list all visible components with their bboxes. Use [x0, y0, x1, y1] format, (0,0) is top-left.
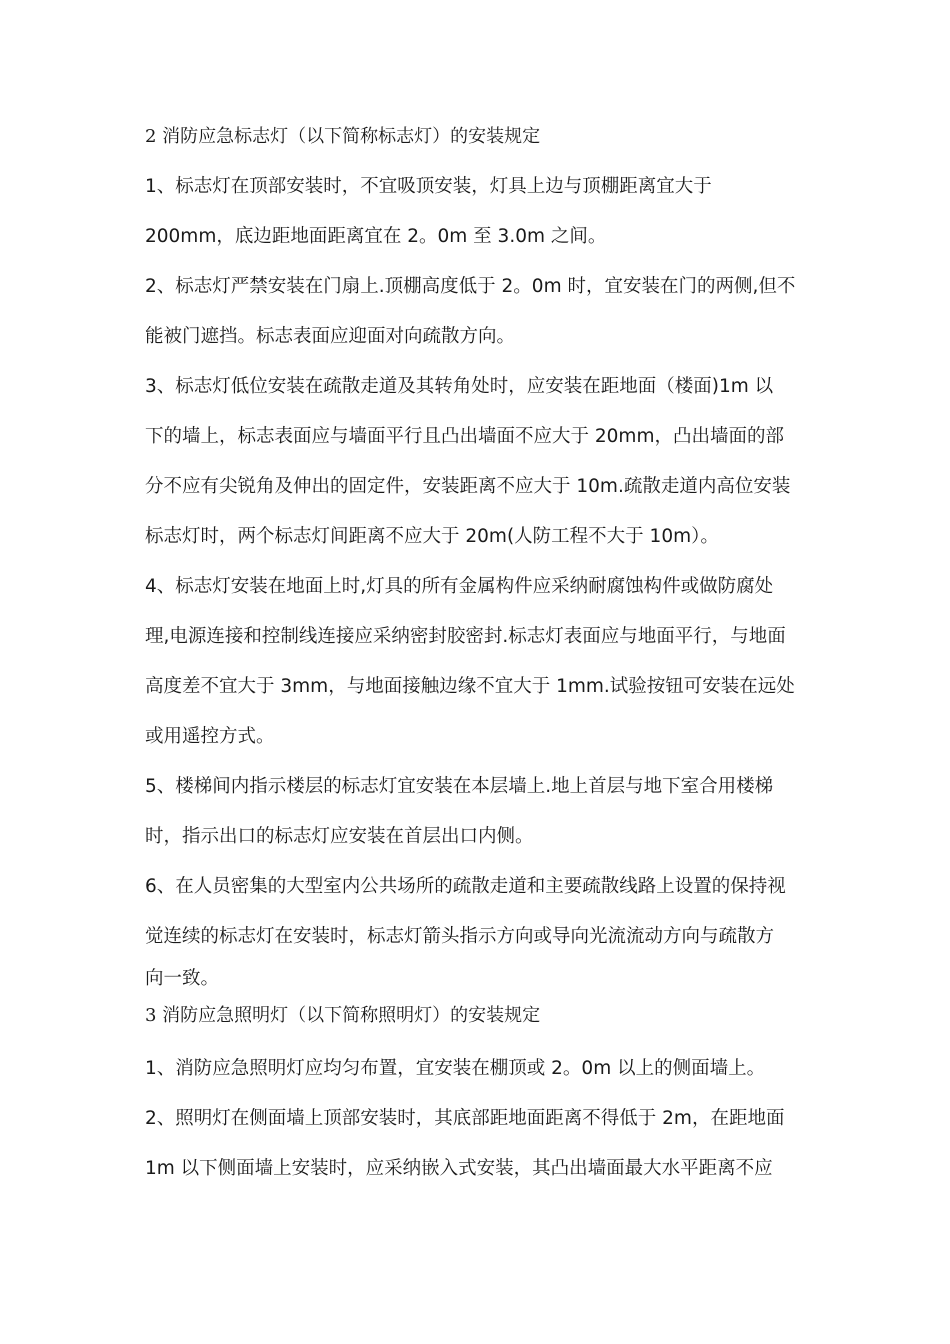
text-line: 下的墙上，标志表面应与墙面平行且凸出墙面不应大于 20mm，凸出墙面的部: [145, 426, 784, 447]
paragraph-item: [145, 562, 810, 762]
paragraph-item: [145, 1094, 810, 1194]
paragraph-item: [145, 162, 810, 262]
text-line: 1、标志灯在顶部安装时，不宜吸顶安装，灯具上边与顶棚距离宜大于: [145, 176, 712, 197]
text-line: 6、在人员密集的大型室内公共场所的疏散走道和主要疏散线路上设置的保持视: [145, 876, 786, 897]
text-line: 1m 以下侧面墙上安装时，应采纳嵌入式安装，其凸出墙面最大水平距离不应: [145, 1158, 773, 1179]
text-line: 标志灯时，两个标志灯间距离不应大于 20m(人防工程不大于 10m）。: [145, 526, 719, 547]
text-line: 时，指示出口的标志灯应安装在首层出口内侧。: [145, 826, 534, 847]
section-heading: 2 消防应急标志灯（以下简称标志灯）的安装规定: [145, 126, 541, 147]
text-line: 5、楼梯间内指示楼层的标志灯宜安装在本层墙上.地上首层与地下室合用楼梯: [145, 776, 774, 797]
section-heading: 3 消防应急照明灯（以下简称照明灯）的安装规定: [145, 1005, 541, 1026]
paragraph-item: [145, 762, 810, 862]
text-line: 2、标志灯严禁安装在门扇上.顶棚高度低于 2。0m 时，宜安装在门的两侧,但不: [145, 276, 796, 297]
text-line: 能被门遮挡。标志表面应迎面对向疏散方向。: [145, 326, 516, 347]
document-body: [145, 112, 810, 1194]
paragraph-item: [145, 262, 810, 362]
text-line: 2、照明灯在侧面墙上顶部安装时，其底部距地面距离不得低于 2m，在距地面: [145, 1108, 785, 1129]
text-line: 200mm，底边距地面距离宜在 2。0m 至 3.0m 之间。: [145, 226, 607, 247]
text-line: 4、标志灯安装在地面上时,灯具的所有金属构件应采纳耐腐蚀构件或做防腐处: [145, 576, 774, 597]
text-line: 向一致。: [145, 968, 220, 989]
text-line: 分不应有尖锐角及伸出的固定件，安装距离不应大于 10m.疏散走道内高位安装: [145, 476, 791, 497]
text-line: 理,电源连接和控制线连接应采纳密封胶密封.标志灯表面应与地面平行，与地面: [145, 626, 786, 647]
text-line: 觉连续的标志灯在安装时，标志灯箭头指示方向或导向光流流动方向与疏散方: [145, 926, 775, 947]
paragraph-item: [145, 362, 810, 562]
text-line: 或用遥控方式。: [145, 726, 275, 747]
text-line: 3、标志灯低位安装在疏散走道及其转角处时，应安装在距地面（楼面)1m 以: [145, 376, 774, 397]
text-line: 高度差不宜大于 3mm，与地面接触边缘不宜大于 1mm.试验按钮可安装在远处: [145, 676, 795, 697]
paragraph-item: [145, 862, 810, 996]
text-line: 1、消防应急照明灯应均匀布置，宜安装在棚顶或 2。0m 以上的侧面墙上。: [145, 1058, 766, 1079]
paragraph-item: [145, 1044, 810, 1094]
